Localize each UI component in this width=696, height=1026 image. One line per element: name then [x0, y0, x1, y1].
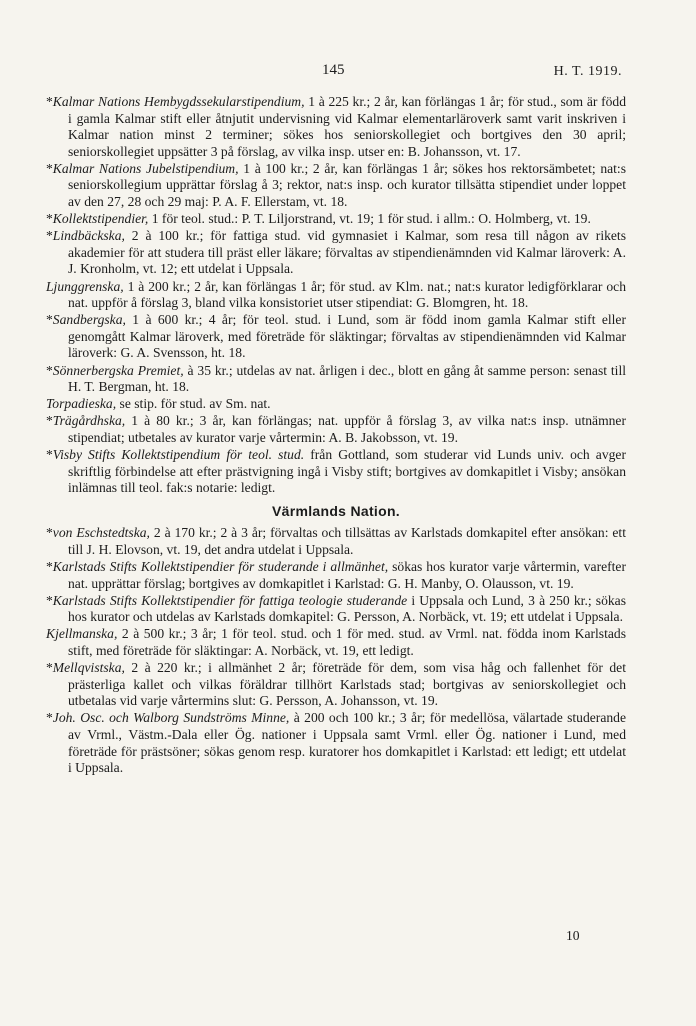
stipend-entry: [46, 396, 626, 413]
stipend-title: Kjellmanska,: [46, 626, 118, 642]
stipend-entry: [46, 94, 626, 160]
asterisk-marker: *: [46, 413, 53, 429]
signature-mark: 10: [566, 928, 580, 943]
asterisk-marker: *: [46, 525, 53, 541]
stipend-title: Kollektstipendier,: [52, 211, 149, 227]
stipend-title: Visby Stifts Kollektstipendium för teol. stud.: [52, 446, 305, 462]
stipend-description: 1 à 225 kr.; 2 år, kan förlängas 1 år; för stud., som är född i gamla Kalmar stift eller åtnjutit undervisning vid Kalmar elementarläroverk samt varit inskriven i Kalmar nation minst 2 terminer; sökes hos seniorskollegiet och bortgives den 30 april; seniorskollegiet uppsätter 3 på förslag, av vilka insp. utser en: B. Johansson, vt. 17.: [68, 94, 626, 159]
asterisk-marker: *: [46, 660, 53, 676]
stipend-entry: [46, 593, 626, 626]
section-heading: Värmlands Nation.: [271, 502, 401, 519]
stipend-entry: [46, 413, 626, 446]
stipend-description: à 35 kr.; utdelas av nat. årligen i dec., blott en gång åt samme person: senast till H. T. Bergman, ht. 18.: [68, 362, 626, 395]
entries-kalmar: [46, 94, 626, 497]
stipend-entry: [46, 710, 626, 776]
stipend-description: 2 à 500 kr.; 3 år; 1 för teol. stud. och 1 för med. stud. av Vrml. nat. födda inom Karlstads stift, med företräde för släktingar: A. Norbäck, vt. 19, ett ledigt.: [68, 626, 626, 658]
stipend-entry: [46, 363, 626, 396]
stipend-entry: [46, 312, 626, 362]
stipend-title: von Eschstedtska,: [52, 525, 150, 541]
asterisk-marker: *: [46, 592, 53, 608]
stipend-description: 1 à 80 kr.; 3 år, kan förlängas; nat. uppför å förslag 3, av vilka nat:s insp. utnämner stipendiat; utbetales av kurator varje vårtermin: A. B. Jakobsson, vt. 19.: [68, 413, 626, 445]
stipend-description: i Uppsala och Lund, 3 à 250 kr.; sökas hos kurator och utdelas av Karlstads domkapitel: G. Persson, A. Norbäck, vt. 19; ett utdelat i Uppsala.: [68, 592, 627, 625]
stipend-title: Ljunggrenska,: [46, 278, 124, 294]
stipend-description: 2 à 100 kr.; för fattiga stud. vid gymnasiet i Kalmar, som resa till någon av rikets akademier för att studera till präst eller läkare; förvaltas av stipendienämnden vid Kalmar läroverk: A. J. Kronholm, vt. 12; ett utdelat i Uppsala.: [68, 228, 626, 277]
asterisk-marker: *: [46, 446, 53, 462]
stipend-title: Joh. Osc. och Walborg Sundströms Minne,: [52, 710, 290, 726]
stipend-title: Trägårdhska,: [52, 413, 126, 429]
stipend-description: se stip. för stud. av Sm. nat.: [116, 396, 271, 412]
page-number: 145: [322, 62, 345, 78]
stipend-description: 1 à 600 kr.; 4 år; för teol. stud. i Lund, som är född inom gamla Kalmar stift eller genomgått Kalmar läroverk, med företräde för släktingar; förvaltas av stipendienämnden vid Kalmar läroverk: G. A. Svensson, ht. 18.: [68, 312, 626, 361]
asterisk-marker: *: [46, 94, 53, 109]
document-body: [46, 94, 626, 777]
stipend-entry: [46, 559, 626, 592]
running-head: H. T. 1919.: [553, 64, 622, 79]
asterisk-marker: *: [46, 160, 53, 176]
stipend-description: 1 à 100 kr.; 2 år, kan förlängas 1 år; sökes hos rektorsämbetet; nat:s seniorskollegium upprättar förslag å 3; rektor, nat:s insp. och kurator tillsätta stipendiet under loppet av den 27, 28 och 29 maj: P. A. F. Ellerstam, vt. 18.: [68, 160, 626, 210]
stipend-description: à 200 och 100 kr.; 3 år; för medellösa, välartade studerande av Vrml., Västm.-Dala eller Ög. nationer i Uppsala samt Vrml. eller Ög. nationer i Lund, med företräde för prästsöner; sökas genom resp. kuratorer hos domkapitlet i Karlstad: ett ledigt; ett utdelat i Uppsala.: [68, 710, 626, 776]
stipend-description: från Gottland, som studerar vid Lunds univ. och avger skriftlig förbindelse att efter prästvigning ingå i Visby stift; bortgives av domkapitlet i Visby; ansökan inlämnas till teol. fak:s notarie: ledigt.: [68, 446, 626, 496]
asterisk-marker: *: [46, 312, 53, 328]
page-header: [0, 62, 696, 84]
asterisk-marker: *: [46, 362, 53, 378]
stipend-title: Sönnerbergska Premiet,: [52, 362, 184, 378]
stipend-entry: [46, 626, 626, 659]
stipend-title: Lindbäckska,: [52, 228, 125, 244]
stipend-title: Kalmar Nations Jubelstipendium,: [52, 160, 239, 176]
entries-varmland: [46, 525, 626, 776]
stipend-title: Mellqvistska,: [52, 660, 125, 676]
asterisk-marker: *: [46, 710, 53, 726]
stipend-entry: [46, 161, 626, 211]
stipend-entry: [46, 525, 626, 558]
stipend-title: Karlstads Stifts Kollektstipendier för fattiga teologie studerande: [52, 592, 408, 608]
stipend-description: sökas hos kurator varje vårtermin, varefter nat. upprättar förslag; bortgives av domkapitlet i Karlstad: G. H. Manby, O. Olausson, vt. 19.: [68, 559, 626, 591]
stipend-description: 1 för teol. stud.: P. T. Liljorstrand, vt. 19; 1 för stud. i allm.: O. Holmberg, vt. 19.: [148, 211, 591, 227]
stipend-description: 2 à 220 kr.; i allmänhet 2 år; företräde för dem, som visa håg och fallenhet för det prästerliga kallet och vilkas föräldrar tillhört Karlstads stad; bortgivas av seniorskollegiet och utbetalas vid varje vårtermins slut: G. Persson, A. Johansson, vt. 19.: [68, 660, 626, 709]
asterisk-marker: *: [46, 559, 53, 575]
stipend-title: Sandbergska,: [52, 312, 126, 328]
stipend-description: 2 à 170 kr.; 2 à 3 år; förvaltas och tillsättas av Karlstads domkapitel efter ansökan: ett till J. H. Elovson, vt. 19, det andra utdelat i Uppsala.: [68, 525, 626, 557]
stipend-title: Karlstads Stifts Kollektstipendier för studerande i allmänhet,: [52, 559, 389, 575]
stipend-entry: [46, 279, 626, 312]
stipend-title: Kalmar Nations Hembygdssekularstipendium,: [52, 94, 305, 109]
stipend-entry: [46, 228, 626, 278]
asterisk-marker: *: [46, 211, 53, 227]
stipend-entry: [46, 447, 626, 497]
stipend-description: 1 à 200 kr.; 2 år, kan förlängas 1 år; för stud. av Klm. nat.; nat:s kurator ledigförklarar och nat. uppför å förslag 3, bland vilka konsistoriet utser stipendiat: G. Blomgren, ht. 18.: [68, 278, 626, 311]
stipend-entry: [46, 211, 626, 228]
asterisk-marker: *: [46, 228, 53, 244]
stipend-entry: [46, 660, 626, 710]
stipend-title: Torpadieska,: [46, 396, 117, 412]
